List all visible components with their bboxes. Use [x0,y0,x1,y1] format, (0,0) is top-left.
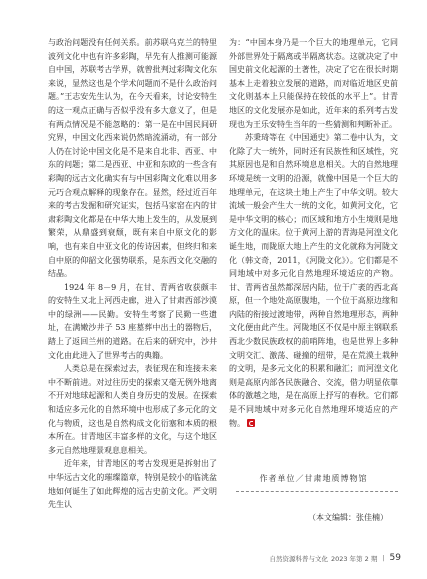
page-number: 59 [389,553,401,563]
magazine-end-mark-icon [247,419,255,427]
paragraph: 1924 年 8－9 月，在甘、青两省收获颇丰的安特生又北上河西走廊，进入了甘肃西部沙漠中的绿洲——民勤。安特生考察了民勤一些遗址，在满嫩沙井子 53 座墓葬中出土的器物后，踏上了返回兰州的道路。在后来的研究中，沙井文化由此进入了世界考古的典籍。 [48,282,217,360]
paragraph-continued: 与政治问题没有任何关系。前苏联乌克兰的特里波列文化中也有许多彩陶，早先有人推测可能源自中国，苏联考古学界，就曾批判过彩陶文化东来说，显然这也是个学术问题而不是什么政治问题。”王志安先生认为，在今天看来，讨论安特生的这一观点正确与否似乎没有多大意义了，但是有两点情况是不能忽略的：第一是在中国民间研究界，中国文化西来说仍然暗流涌动，有一部分人仍在讨论中国文化是不是来自北非、西亚、中东的问题；第二是西亚、中亚和东欧的一些含有彩陶的远古文化确实有与中国彩陶文化难以用多元巧合观点解释的现象存在。显然，经过近百年来的考古发掘和研究证实，包括马家窑在内的甘肃彩陶文化都是在中华大地上发生的，从发展到繁荣，从鼎盛到衰颓，既有来自中原文化的影响，也有来自中亚文化的传诗因素，但终归和来自中原的仰韶文化强势联系，是东西文化交融的结晶。 [48,38,217,279]
paragraph: 近年来，甘青地区的考古发现更是拆射出了中华远古文化的璀璨篇章，特别是较小的临洮盆地如何诞生了如此辉煌的远古史前文化。严文明先生认 [48,459,217,510]
right-text-column [229,36,398,430]
journal-name: 自然资源科普与文化 [269,554,328,563]
author-affiliation: 作者单位／甘肃地质博物馆 [259,474,368,483]
paragraph-continued: 为：“中国本身乃是一个巨大的地理单元，它同外部世界处于隔离或半隔离状态。这就决定了中国史前文化起源的土著性，决定了它在很长时期基本上走着独立发展的道路，而对临近地区史前文化则基本上只能保持在较低的水平上”。甘青地区的文化发展亦是如此，近年来的系列考古发现也为王乐安特生当年的一些猜测和判断补正。 [229,38,398,129]
page-footer [229,553,401,563]
dashed-divider [236,491,398,492]
editor-credit: （本文编辑：张佳楠） [308,513,388,522]
footer-separator: | [382,554,385,562]
paragraph-final [229,131,398,430]
paragraph-text: 苏秉琦等在《中国通史》第二卷中认为，文化除了大一统外，同时还有民族性和区域性，究其原因也是和自然环境息息相关。大的自然地理环境是统一文明的沿源，就像中国是一个巨大的地理单元，在这块土地上产生了中华文明。较大流域一般会产生大一统的文化，如黄河文化，它是中华文明的核心；而区域和地方小生境则是地方文化的温床。位于黄河上游的青海是河湟文化诞生地，而陇原大地上产生的文化就称为河陇文化（韩文奇，2011，《河陇文化》）。它们都是不同地域中对多元化自然地理环境适应的产物。甘、青两省虽然都深居内陆，位于广袤的西北高原，但一个地处高原腹地，一个位于高原边缘和内陆的衔接过渡地带，两种自然地理形态，两种文化便由此产生。河陇地区不仅是中原主钢联系西北少数民族政权的前哨阵地，也是世界上多种文明交汇、激荡、碰撞的纽带，是在荒漠土栽种的文明，是多元文化的积累和融汇；而河湟文化则是高原内部各民族融合、交流，借力明显依靠体的激越之地，是在高原上抒写的春秋。它们都是不同地域中对多元化自然地理环境适应的产物。 [229,133,398,428]
paragraph: 人类总是在探索过去，表征现在和连接未来中不断前进。对过往历史的探索又毫无例外地离不开对地球起源和人类自身历史的发展。在探索和适应多元化的自然环境中也形成了多元化的文化与物质，这也是自然构成文化衍塞和本质的根本所在。甘青地区丰富多样的文化，与这个地区多元自然地理景观息息相关。 [48,364,217,455]
left-text-column [48,36,217,512]
journal-issue: 2023 年第 2 期 [330,554,378,563]
